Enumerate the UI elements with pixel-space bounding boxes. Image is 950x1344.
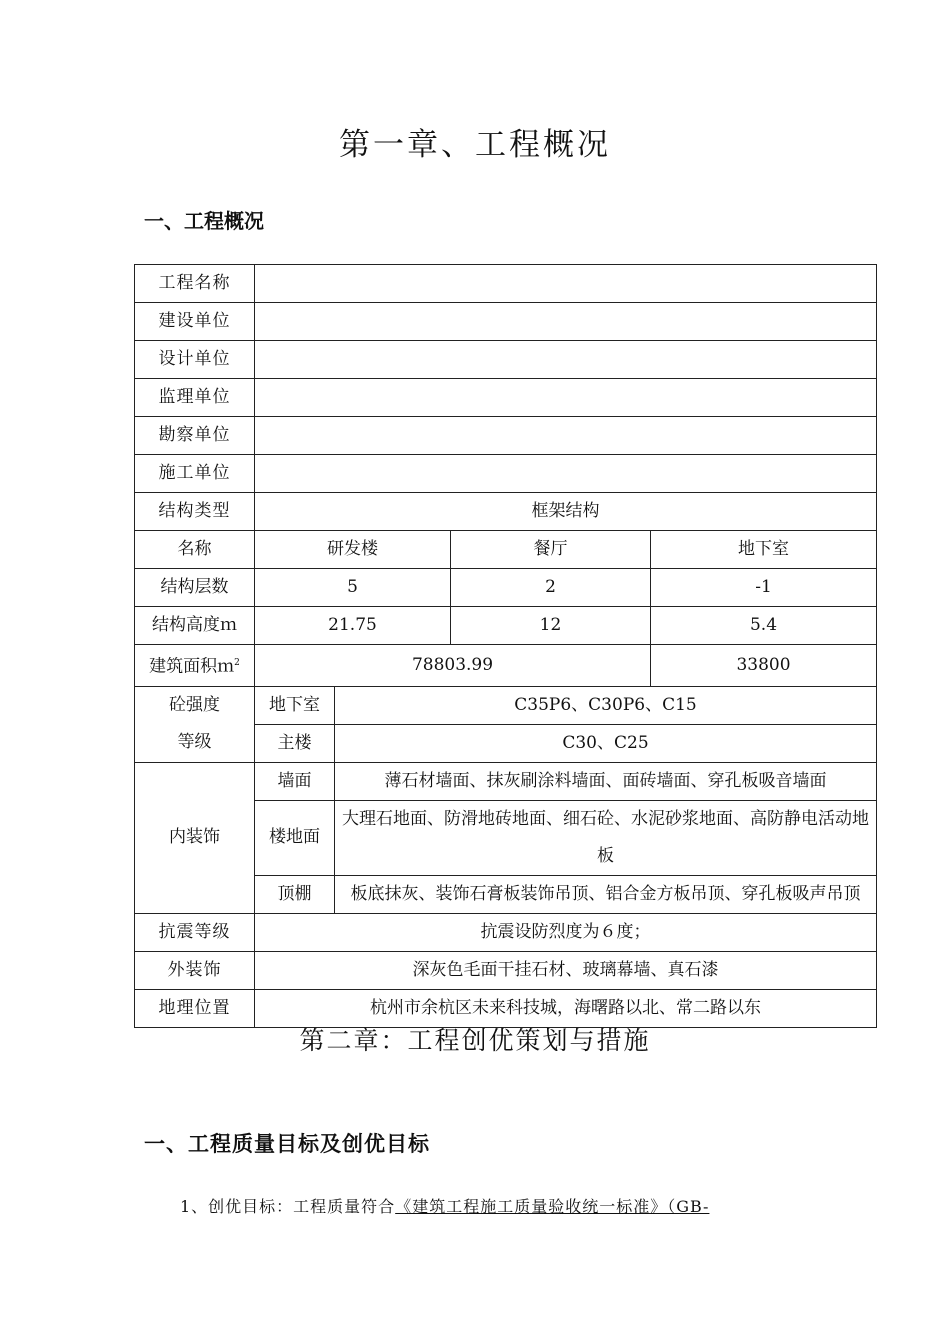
table-row: [135, 493, 877, 531]
height-col-3: 5.4: [651, 607, 877, 645]
table-row: [135, 341, 877, 379]
interior-ceiling-label: 顶棚: [255, 875, 335, 913]
project-name-label: 工程名称: [135, 265, 255, 303]
interior-label: 内装饰: [135, 762, 255, 913]
quality-target-paragraph: [180, 1193, 709, 1221]
area-col-12: 78803.99: [255, 645, 651, 687]
standard-reference-link-text: 《建筑工程施工质量验收统一标准》（GB-: [395, 1197, 710, 1216]
contractor-label: 施工单位: [135, 455, 255, 493]
table-row: [135, 303, 877, 341]
table-row: [135, 455, 877, 493]
height-col-1: 21.75: [255, 607, 451, 645]
designer-label: 设计单位: [135, 341, 255, 379]
concrete-basement-label: 地下室: [255, 686, 335, 724]
location-label: 地理位置: [135, 989, 255, 1027]
name-col-1: 研发楼: [255, 531, 451, 569]
structure-type-label: 结构类型: [135, 493, 255, 531]
supervisor-label: 监理单位: [135, 379, 255, 417]
survey-label: 勘察单位: [135, 417, 255, 455]
survey-value: [255, 417, 877, 455]
supervisor-value: [255, 379, 877, 417]
concrete-label-line1: 砼强度: [169, 695, 220, 716]
area-label: [135, 645, 255, 687]
table-row: [135, 379, 877, 417]
interior-wall-value: 薄石材墙面、抹灰刷涂料墙面、面砖墙面、穿孔板吸音墙面: [335, 762, 877, 800]
table-row: [135, 569, 877, 607]
height-col-2: 12: [451, 607, 651, 645]
table-row: [135, 645, 877, 687]
floors-col-2: 2: [451, 569, 651, 607]
seismic-value: 抗震设防烈度为６度；: [255, 913, 877, 951]
interior-ceiling-value: 板底抹灰、装饰石膏板装饰吊顶、铝合金方板吊顶、穿孔板吸声吊顶: [335, 875, 877, 913]
concrete-label-line2: 等级: [177, 732, 212, 753]
exterior-label: 外装饰: [135, 951, 255, 989]
floors-col-1: 5: [255, 569, 451, 607]
table-row: [135, 417, 877, 455]
contractor-value: [255, 455, 877, 493]
project-name-value: [255, 265, 877, 303]
seismic-label: 抗震等级: [135, 913, 255, 951]
table-row: [135, 686, 877, 724]
concrete-main-label: 主楼: [255, 724, 335, 762]
exterior-value: 深灰色毛面干挂石材、玻璃幕墙、真石漆: [255, 951, 877, 989]
client-label: 建设单位: [135, 303, 255, 341]
table-row: [135, 607, 877, 645]
area-col-3: 33800: [651, 645, 877, 687]
structure-type-value: 框架结构: [255, 493, 877, 531]
interior-floor-value: 大理石地面、防滑地砖地面、细石砼、水泥砂浆地面、高防静电活动地板: [335, 800, 877, 875]
table-row: [135, 265, 877, 303]
paragraph-prefix: 1、创优目标：工程质量符合: [180, 1197, 396, 1216]
table-row: [135, 531, 877, 569]
location-value: 杭州市余杭区未来科技城，海曙路以北、常二路以东: [255, 989, 877, 1027]
name-row-label: 名称: [135, 531, 255, 569]
height-label: 结构高度ｍ: [135, 607, 255, 645]
floors-label: 结构层数: [135, 569, 255, 607]
table-row: [135, 762, 877, 800]
name-col-2: 餐厅: [451, 531, 651, 569]
project-overview-table: [134, 264, 877, 1028]
concrete-basement-value: C35P6、C30P6、C15: [335, 686, 877, 724]
chapter-2-title: 第二章：工程创优策划与措施: [299, 1026, 651, 1055]
section-2-title: 一、工程质量目标及创优目标: [144, 1132, 430, 1156]
concrete-main-value: C30、C25: [335, 724, 877, 762]
section-1-title: 一、工程概况: [144, 209, 264, 233]
area-label-sup: 2: [234, 658, 240, 668]
name-col-3: 地下室: [651, 531, 877, 569]
interior-floor-label: 楼地面: [255, 800, 335, 875]
table-row: [135, 913, 877, 951]
floors-col-3: -1: [651, 569, 877, 607]
designer-value: [255, 341, 877, 379]
area-label-text: 建筑面积ｍ: [149, 656, 235, 677]
concrete-label: [135, 686, 255, 762]
client-value: [255, 303, 877, 341]
interior-wall-label: 墙面: [255, 762, 335, 800]
table-row: [135, 951, 877, 989]
chapter-1-title: 第一章、工程概况: [339, 127, 611, 163]
